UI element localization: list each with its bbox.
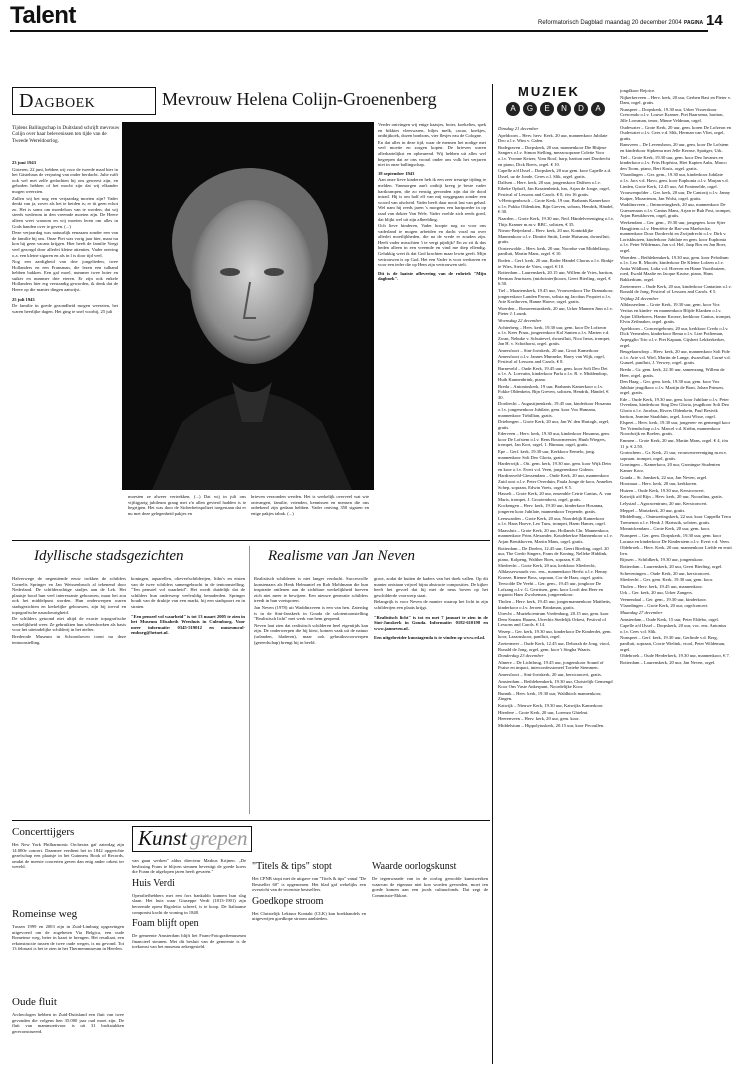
agenda-entry: Groningen – Kamerkoor, 20 uur, Groningse Studenten Kamer Koor. [620, 462, 720, 473]
agenda-entry: Heerenveen – Herv. kerk, 20 uur, gem. koor. [498, 716, 580, 722]
muziek-col1 [498, 88, 614, 1064]
dagboek-paragraph: Deze verjaardag was natuurlijk eenzaam zonder een van de familie bij ons. Onze Piet was vorig jaar hier, maar nu kon hij geen vacans krijgen. Hier heeft de familie Voegt veel gezorgd door allerlei kleine attenties. Vader ontving o.a. een kleine sigaren en als in l is door tijd veel. [12, 230, 118, 258]
kunstgrepen-title-a: Kunst [138, 826, 188, 850]
page-header [0, 0, 738, 44]
article-paragraph: Halverwege de negentiende eeuw trokken de schilders Cornelis Springer en Jan Weissenbruch al tekenend door Nederland. De schilderachtige stadjes aan de Lek. Het plaatsje bood hun veel interessante gebouwen, maar het zou ook het middelpunt worden. Hun onderwerpen waren stadsgezichten en kerkelijke gebouwen, zijn bij toeval en topografische nauwkeurigheid. [12, 576, 126, 615]
portrait-photo [122, 122, 374, 490]
dagboek-paragraph: moesten ze alweer vertrekken. (...) Dat wij in juli ons vijftigjarig jubileum graag met z'n allen gevierd hadden is te begrijpen. Het was door de Sicherheitspolizei toegestaan dat er nu met deze gelegenheid pakjes en [128, 494, 246, 516]
agenda-day: Vrijdag 24 december [620, 295, 659, 301]
agenda-entry: Middelburg – Ontmoetingskerk, 22 uur, koor Cappella Terra Tremenon o.l.v. Henk J. Hartsuik, soloten, gratis. [620, 514, 731, 525]
kunstgrepen-header [132, 824, 488, 854]
agenda-entry: Tholen – Herv. kerk, 19.45 uur, mannenkoor. [620, 583, 703, 589]
agenda-entry: Vlaardingen – Grote Kerk, 20 uur, orgelconcert. [620, 603, 709, 609]
agenda-entry: Vrouwenpolder – Ger. kerk, 20 uur, De Cantorij o.l.v. Janny Kuiper, Mozarteum, Jan Wolst, orgel. gratis. [620, 190, 731, 201]
kunst-col1 [132, 858, 246, 1063]
agenda-entry: Leeuwarden – Grote Kerk, 20 uur, Noordelijk Kamerkoor o.l.v. Hans Hoeve, Leo Tuns, trompet, Harm Hamer, orgel. [498, 515, 606, 527]
agenda-entry: Harderwijk – Ott. gem. kerk, 19.30 uur, gem. koor Wijk Dein en koor o.l.v. Evert v.d. Veen, jongerenkoor Gideon. [498, 461, 611, 472]
agenda-entry: Monnickendam – Grote Kerk, 20 uur, gem. koor. [620, 526, 711, 532]
agenda-entry: Rotterdam – Laurenskerk, 20 uur, Jan Neven, orgel. [620, 659, 716, 665]
agenda-day: Dinsdag 21 december [498, 126, 539, 131]
dagboek-paragraph: Aan onze lieve kinderen heb ik een zeer treurige tijding te melden. Vanmorgen aan't ontbijt kreeg je beste vader hartkrampen, die zo ernstig gevonden zijn dat de dood intrad. Hij is om half elf van mij weggegaan zonder een woord van afscheid. Vader heeft daar nooit last van gehad. Wel nam hij reeds jaren 's morgens een hartpoeder in op raad van dokter Van Welv. Vader voelde zich reeds goed, dat blijkt wel uit zijn afbeelding. [378, 177, 486, 222]
agenda-letter: A [506, 102, 520, 116]
paper-name: Reformatorisch Dagblad [538, 20, 603, 26]
dagboek-footnote: Dit is de laatste aflevering van de rubriek "Mijn dagboek". [378, 270, 486, 282]
article-paragraph: Archeologen hebben in Zuid-Duitsland een fluit van twee gevonden die volgens hen 35.000 jaar oud moet zijn. De fluit van mammoetivoor is uit 31 brokstukken gereconstrueerd. [12, 1012, 124, 1034]
kunst-subtitle: Foam blijft open [132, 918, 199, 930]
article-paragraph: De gemeente Amsterdam blijft het Foam-Fotografiemuseum financieel steunen. Met dit besluit van de gemeente is de toekomst van het museum zekergesteld. [132, 933, 246, 950]
agenda-entry: Emmen – Grote Kerk, 20 uur, Martin Mans, orgel. € 4, t/m 11 jr. € 2.50. [620, 438, 728, 449]
dagboek-heading: 25 juli 1943 [12, 296, 35, 302]
agenda-entry: Oldebroek – Oude Herderkerk, 19.30 uur, mannenkoor, € 7. [620, 653, 730, 659]
agenda-entry: Naarden – Grote Kerk, 19.30 uur, Ned. Händelvereniging o.l.v. Thijs Kramer m.m.v. BBC, solisten, € 35. [498, 215, 614, 227]
agenda-entry: Sliedrecht – Grote Kerk, 20 uur, kerkkoor Sliedrecht, Alblasserwaards voc. ens., mannenkoor Herfst o.l.v. Henny Kroeze, Rienne Boss, sopraan, Cor de Haas, orgel. gratis. [498, 563, 608, 580]
dagboek-paragraph: Och lieve kinderen, Vader hoopte nog zo voor ons vaderland te mogen arbeiden en dacht voral nu over allerlei moeilijkheden, die na de vrede er zouden zijn. Heelt vader misschien 't te vergt pijnlijk? En zo zit ik dus beden alleen in een vreemde en vind me diep ellendig. Gelukkig weet ik dat God krachten maar lewin geeft. Mijn vertrouwen is op God. Het een Vader is voor weduwen en voor een ieder die op Hem zijn vertrouwen stelt. [378, 223, 486, 268]
dagboek-paragraph: Verder ontvingen wij enige kaasjes, boter, koekeltes, spek en bikkies vleeswaren, biljes melk, cacao, koekjes, ontbijtkoek, dozen bonbons, vier flesjes eau de Cologne. [378, 122, 486, 139]
agenda-entry: 's-Hertogenbosch – Grote Kerk, 19 uur, Brabants Kamerkoor o.l.v. Pokko Oldenkien, Bijn Greven, sobran, Hendrik, Händel, € 30. [498, 198, 614, 215]
dagboek-intro [12, 125, 122, 144]
agenda-entry: Apeldoorn – Herv. herv. Kerk. 20 uur, mannenkoor Jubilate Deo o.l.v. Wim v. Galen. [498, 132, 608, 144]
agenda-entry: Waddinxveen – Ontmoetingkerk, 20 uur, mannenkoor De Guessenaars o.l.v. Cantus Mans, Arjan te Buh Post, trompet, Arjan Breukhoven, orgel, gratis. [620, 202, 731, 219]
article-paragraph: Het CPNB stopt met de uitgave van "Titels & tips" vanaf "De Bestseller 60" is opgenomen. Het blad gaf wekelijks een overzicht van de recentste bestsellers. [252, 876, 366, 893]
agenda-entry: Dalfsen – Herv. kerk, 20 uur, jongenskoor Dalfsen o.l.v. Eibeke Ophoff, Jan Kraaienbrink, bas, Arjan de Jonge, orgel, Festival of Lessons and Carols. € 8, t/m 16 gratis. [498, 180, 610, 197]
dagboek-heading: 23 juni 1943 [12, 160, 36, 165]
article-paragraph: Neven laat zien dat realistisch schilderen heel eigentijds kan zijn. De onderwerpen die hij kiest, komen vaak uit de natuur (urlanden, bladeren), maar ook gebruiksvoorwerpen (gereedschap) brengt hij in beeld. [254, 622, 368, 645]
agenda-entry: Oldebroek – Herv. Kerk, 20 uur, mannenkoor Liefde en eruit Irrn. [620, 545, 732, 556]
date: maandag 20 december 2004 [605, 20, 682, 26]
dagboek-label: Dagboek [19, 90, 96, 112]
agenda-entry: Amersfoort – Sint-Joriskerk, 20 uur, kerstconcert, gratis. [498, 672, 602, 678]
divider [12, 820, 490, 821]
agenda-entry: Woerden – Bonaventurakerk, 20 uur, Urker Mannen Jinn o.l.v. Pieter J. Lounk. [498, 305, 613, 317]
article-paragraph: Brederode Museum in Schoonhoven toont nu deze tentoonstelling. [12, 633, 126, 645]
idyllische-col1 [12, 576, 126, 816]
dagboek-col5 [378, 122, 486, 536]
agenda-entry: Gorinchem – Gr. Kerk, 21 uur, vrouwenvereniging m.m.v. sopraan, trompet, orgel, gratis. [620, 450, 728, 461]
agenda-entry: Maassluis – Grote Kerk, 20 uur, Hollands Chr. Mannenkoor, mannenkoor Prins Alexander, Koudekerkse Mannenkoor o.l.v. Arjan Breukhoven, Martin Mans, orgel. gratis. [498, 527, 613, 544]
agenda-entry: Rijssen – Schildkerk, 19.30 uur, jongenskoor. [620, 557, 704, 563]
agenda-entry: Woerden – Bethlehemkerk, 19.30 uur, gem. koor Pelodium o.l.v. Leo R. Mooiër, kinderkoor De Kleine Lofzen o.l.v. Anita Wildboer, Lidia v.d. Hoeven en Hiane Voorthuizen, roed, Ewald Maalie en Jacque Kruise, piano, Hans Bakkerkum, orgel. [620, 254, 729, 282]
agenda-entry: Tiel – Maartenskerk, 19.45 uur, Vrouwenkoor The Dramakoor, jongereskoor Landen Pavon, solista ng Jacobus Propriet o.l.v. Arie Korthoven, Hanne Haove, orgel. gratis. [498, 288, 614, 305]
dagboek-paragraph: En dat alles in deze tijd, waar de mensen het nodige met veel moeite en zorgen kopen. De brieven waren allerhartelijkst en opbeurend. Wij hebben uit alles wel begrepen dat ze ons vooral onder ons volk het verjaren niet in onze ballingschap. [378, 139, 486, 168]
agenda-entry: Achterberg – Herv. kerk, 19.30 uur, gem. koor De Lofzeon o.l.v. Kees Praas, jongerenkoor Kol Santen o.l.v. Marten v.d. Zwan, Nebuke v. Schuttevel, dwarsfluit, Nico Irnus, trompet, Jan H. v. Schothorst, orgel. gratis. [498, 324, 611, 347]
agenda-entry: Breda – Antoniuskerk, 19 uur, Brabants Kamerkoor o.l.v. Fokke Oldenkein, Bijn Greven, solisten, Hendrik, Händel, € 30. [498, 383, 609, 400]
realisme-title: Realisme van Jan Neven [268, 548, 416, 564]
agenda-entry: Apeldoorn – Concertgebouw, 20 uur, kerkkoor Credo o.l.v. Dick Verneulen, kinderkoor Rema o.l.v. Lize Potlieman, Arpegglio Trio o.l.v. Piet Kapaan, Gijsbert Lekkerkerker, orgel. [620, 325, 729, 348]
agenda-entry: Capelle a/d IJssel – Dorpskerk, 20 uur, voc. ens. Antonius o.l.v. Cees v.d. Slik. [620, 623, 727, 634]
kunstgrepen-title-b: grepen [190, 826, 248, 850]
agenda-entry: Epe – Gerf. kerk, 19.30 uur, Kerkkoor Eemelo, jong. mannenkoor Soli Deo Gloria, gratis. [498, 449, 596, 460]
article-info: "Realistisch licht" is tot en met 7 januari te zien in de Sint-Janskerk in Gouda. Informatie: 0182-610198 en www.janneven.nl. [374, 614, 488, 631]
agenda-entry: Veenendaal – Ger. gem., 19.30 uur, kinderkoor. [620, 596, 707, 602]
concerttijgers-text [12, 842, 124, 902]
kunst-subtitle: Goedkope stroom [252, 895, 324, 907]
dagboek-intro-text: Tijdens Ballingschap in Duitsland schrijft mevrouw Colijn over haar belevenissen ten tijde van de Tweede Wereldoorlog. [12, 125, 120, 144]
header-rule [10, 30, 708, 32]
muziek-col2 [620, 88, 732, 1064]
agenda-entry: Tholen – Herv. kerk, 19.45 uur, jongermannenkoor Mattheüs, kinderkoor o.l.v. Jeroen Brinkman, gratis. [498, 598, 612, 610]
agenda-entry: Werkendam – Ger. gem., 19.30 uur, jongegem. koor Sjier Hangjiiem o.l.v. Henriëtte de Bat-van Maelsecke, mannenkoor Door Dordrecht en Zwijndrecht o.l.v. Dirk v. Loriskhuizen, kinderkoor Jubilate en gem. koor Euphonia o.l.v. Peter Wildeman, Jan v.d. Hel, Jaap Bos en Jan Boer, orgel. [620, 220, 727, 254]
agenda-entry: Huizen – Oude Kerk, 19.30 uur, Kerstconcert. [620, 487, 705, 493]
agenda-entry: Alblasserdam – Grote Kerk, 19.30 uur, gem. koor Vox Veritas en kinder- en mannenkoor Blijde Klanken o.l.v. Arjan Uilkeboers, Hanno Kroeze, kerkkoor Cantus, trompet, Elvin Zeilmaker, orgel. gratis. [620, 302, 732, 325]
dagboek-label-box [12, 87, 156, 115]
agenda-entry: Zoetermeer – Oude Kerk, 20 uur, kinderkoor Cantation o.l.v. Ronald de Jong, Festival of Lessons and Carols. € 5. [620, 283, 732, 295]
agenda-entry: Gouda – St. Janskerk, 22 uur, Jan Neven, orgel. [620, 474, 708, 480]
agenda-entry: Tiel – Grote Kerk, 19.30 uur, gem. koor Deo Iuvanes en kinderkoor o.l.v. Frits Hopfstra, Hiet Kapten Aubs, Marco den Toom, piano, Bert Kruis, orgel. gratis. [620, 154, 727, 171]
agenda-entry: Ede – Oude Kerk, 19.30 uur, gem. koor Jubilate o.l.v. Peter Overdam, kinderkoor Sing Deo Gloria, jeugdkoor Solt Deo Gloria o.l.v. Jacobus, Rivers Oldenkein, Paul Bestvik bariton, Jeanine Staalduin, orgel, Joost Wisse, orgel. [620, 396, 730, 419]
agenda-entry: Almere – De Lichtbrug, 19.45 uur, jongenskoor Sound of Praise en impact, interconfessioneel Tortehe Stemmen. [498, 659, 604, 671]
agenda-entry: Nunspeet – Dorpskerk, 19.30 uur, Urker Visserskoor Crescendo o.l.v. Louwe Kramer, Piet Baarsema, bariton, Jille Loosman, tenor, Minne Veldman, orgel. [620, 106, 724, 123]
agenda-entry: Barneveld – Oude Kerk, 19.45 uur, gem. koor Soli Deo Dei o.l.v. A. Loevatin, kinderkoor Parla o.l.v. R. v. Middendorp, Huib Kunnenbrink, piano. [498, 365, 608, 382]
agenda-entry: Rotterdam – Laurenskerk, 20 uur, Geert Bierling, orgel. [620, 563, 723, 569]
oude-fluit-text [12, 1012, 124, 1062]
agenda-entry: Scheveningen – Oude Kerk, 20 uur, kerstconcert. [620, 570, 711, 576]
divider [249, 546, 250, 814]
agenda-entry: Amsterdam – Oude Kerk, 15 uur, Peter Eldebo, orgel. [620, 616, 719, 622]
kunst-subtitle: Huis Verdi [132, 877, 175, 889]
concerttijgers-title: Concerttijgers [12, 826, 75, 838]
agenda-entry: Bunnik – Herv. kerk, 19.30 uur, Waldkirch mannenkoor, Zingen. [498, 690, 602, 702]
agenda-letter: N [557, 102, 571, 116]
agenda-entry: Capelle a/d IJssel – Dorpskerk, 20 uur gem. koor Capelle a.d. IJssel, uz de Jonde, Ceres o.l. Slik, orgel. gratis. [498, 168, 612, 179]
divider [492, 84, 493, 1064]
agenda-day: Woensdag 22 december [498, 318, 542, 323]
agenda-entry: Ransveen – De Levensbron, 20 uur, gem. koor De Lofstem en kinderkoor Sipkema met Jelle Kernse, Spatiger, Urk. [620, 142, 729, 153]
article-paragraph: van gaan werken" aldus directeur Markus Krijnen. „De beslissing Frans te blijven steunen bevestigt de goede koers die Foam de afgelopen jaren heeft gevaren." [132, 858, 246, 875]
agenda-entry: Hasselt – Grote Kerk, 20 uur, ensemble Cetrie Cantus, A. van Maris, trompet, J. Grootendorst, orgel, gratis. [498, 491, 612, 502]
agenda-entry: jongdkoor Rejoice. [620, 88, 656, 93]
romeinse-title: Romeinse weg [12, 908, 78, 920]
agenda-entry: Hierdere – Grote Kerk, 20 uur, Lorenzo Ghielmi. [498, 709, 589, 715]
article-paragraph: Het Christelijk Lektuur Kontakt (CLK) kan boekhandels en uitgeverijen goedkope stroom aanbieden. [252, 910, 366, 922]
article-paragraph: Realistisch schilderen is niet langer verdacht. Succesvolle kunstenaars als Henk Helmantel en Rob Mohlmann die hun inspiratie ontlenen aan de zichtbare werkelijkheid hoeven zich niet meer te bewijzen. Een nieuwe generatie schilders treedt in hun voetsporen. [254, 576, 368, 604]
dagboek-paragraph: brieven verzonden werden. Het is werkelijk overveel wat wie ontvangen, familie, vrienden, kennissen en mensen die ons onbekend zijn gedaan hebben. Vader ontving 350 sigaren en enige pakjes tabak. (...) [251, 494, 369, 516]
agenda-entry: Breda – Gr. gem. kerk, 22.30 uur, samenzang, Willem de Heer, orgel. gratis. [620, 366, 725, 378]
article-paragraph: De schilders getoond niet altijd de exacte topografische werkelijkheid weer. Ze gebruikten hun schetsboeken als basis voor het uiteindelijke schilderij in het atelier. [12, 616, 126, 633]
dagboek-title-bar [12, 85, 532, 115]
agenda-entry: Terwolde De Veeht – Ger. gem., 19.45 uur, jongkoor De Lofzang o.l.v. G. Gerritsen, gem. koor Looft den Heer en organist Hans Zwolseman, jongerenkoor. [498, 581, 603, 598]
agenda-entry: Amsterdam – Bethlehemkerk, 19.30 uur, Christelijk Gemengd Koor Ons Vaste Ankerpunt, Noordelijke Koor. [498, 678, 613, 690]
agenda-entry: Oosterwolde – Herv. kerk, 20 uur, Noordse van Middelkoop, panfluit, Martin Mans, orgel. € 10. [498, 245, 610, 257]
dagboek-col3 [128, 494, 246, 536]
kunst-subtitle: "Titels & tips" stopt [252, 861, 332, 872]
page-number: 14 [706, 12, 723, 29]
dagboek-heading: 18 september 1943 [378, 170, 415, 176]
agenda-letter: D [574, 102, 588, 116]
oude-fluit-title: Oude fluit [12, 996, 57, 1008]
realisme-col1 [254, 576, 368, 816]
agenda-entry: Utrecht – Muziekcentrum Vredenburg, 20.15 uur, gem. koor Dem Sonans Haarns, Utrechts Stedelijk Orkest, Festival of Lessons and Carols. € 14. [498, 611, 609, 628]
muziek-label: MUZIEK [518, 84, 580, 99]
agenda-letter: E [540, 102, 554, 116]
agenda-day: Maandag 27 december [620, 610, 663, 616]
agenda-entry: Wezep – Ger. kerk, 19.30 uur, kinderkoor De Kinderdet, gem. koor, Lazaruskoor, panfluit, orgel. [498, 628, 612, 640]
realisme-col2 [374, 576, 488, 816]
dagboek-paragraph: De familie in goede gezondheid mogen weerzien, het waren heerlijke dagen. Het ging te snel voorbij, 25 juli [12, 303, 118, 314]
kunst-col2 [252, 858, 366, 1063]
portrait-illustration [122, 122, 374, 490]
agenda-day: Donderdag 23 december [498, 653, 544, 659]
dagboek-paragraph: Gisteren, 22 juni, hebben wij voor de tweede maal hier in het Gästehaus de verjaring van onder herdacht. Julie rufft ook wel met zelfe gedachten bij ons geweest zijn, en geboden hebben of het mocht zijn dat wij elkander mogen weerzien. [12, 166, 118, 194]
article-paragraph: Belangrijk is voor Neven de manier waarop het licht in zijn schilderijen een plaats krijgt. [374, 599, 488, 610]
dagboek-col4 [251, 494, 369, 536]
section-title: Talent [10, 2, 76, 29]
agenda-entry: Sliedrecht – Ger. gem. Kerk, 19.30 uur, gem. koor. [620, 577, 714, 583]
agenda-entry: Ederveen – Herv. kerk, 19.30 uur, kinderkoor Hosanna, gem. koor De Lofstem o.l.v. Rens Bouwmeester, Huub Wiegers, trompet, Jan Kort, orgel, 1. Binnaar, orgel, gratis. [498, 431, 611, 448]
agenda-entry: Amersfoort – Sint-Joriskerk, 20 uur, Groot Kamerkoor Amersfoort o.l.v. Jannes Munneke, Harry van Wijk, orgel, Festival of Lessons and Carols. € 8. [498, 347, 605, 365]
agenda-entry: Oudewater – Grote Kerk, 20 uur, gem. koren De Lofzeon en Oudewater o.l.v. Cees v.d. Slik, Herman van Vliet, orgel, gratis. [620, 124, 731, 141]
agenda-entry: Nieuw-Beijerland – Herv. kerk, 20 uur, Koninklijke Mannenkoor o.l.v. Dimitri Smitt, Lenie Huisman, dwarsfluit, gratis. [498, 228, 610, 245]
dagboek-paragraph: Zullen wij het nog een verjaardag moeten zijn? Vader denkt van ja, zover als het te beiden is; er tit geen echot zo. Het is soms om moedeloos van te worden, dat wij steeds wederom in den vreemde moeten zijn. De Heere alleen weet waarom en wij moeten leren om alles in Gods handen over te geven. (...) [12, 195, 118, 229]
article-paragraph: koningen, aquarellen, olieverfschilderijen, litho's en etsten van de twee schilders samengebracht in de tentoonstelling. "Ten pensoel vol waarheid". Het wordt duidelijk dat de schilders hun onderwerp veelvuldig benaderden. Springer houdt van de druktje van een markt, hij een stadspoort en in straten. [131, 576, 245, 609]
agenda-entry: Lelystad – Agoracentrum, 20 uur, Kerstconcert. [620, 500, 708, 506]
agenda-entry: Elspeet – Herv. kerk, 19.30 uur, jongeren- en gemengd koor Ter Vriendschap o.l.v. Marcel v.d. Kröhn, mannenkoor Noordwijk en Boelen, gratis. [620, 420, 731, 437]
agenda-entry: Zoetermeer – Oude Kerk, 12.45 uur, Deborah de Jong, viool, Ronald de Jong, orgel, gem. koor 't Singha Waarts. [498, 641, 611, 652]
page-label: PAGINA [684, 20, 704, 26]
idyllische-col2 [131, 576, 245, 816]
article-paragraph: Operaliefhebbers met een fors bankaldo kunnen hun slag slaan. Het huis waar Giuseppe Verdi (1813-1901) zijn beroemde opera Rigoletto schreef, is te koop. De Italiaanse componist kocht de woning in 1848. [132, 892, 246, 915]
article-paragraph: Het New York Philharmonic Orchestra gaf zaterdag zijn 14.000e concert. Daarmee verdient het in 1842 opgerichte gezelschap een plaatsje in het Guinness Book of Records, omdat de meeste concerten geven dan enig ander orkest ter wereld. [12, 842, 124, 870]
agenda-entry: Nunspeet – Gerf. kerk, 19.30 uur, Gerlinde v.d. Berg, panfluit, sopraan, Corrie Wielink, viool, Peter Wildeman, orgel. [620, 635, 726, 652]
agenda-entry: Kockengen – Herv. kerk, 19.30 uur, kinderkoor Hosanna, jongeren koor Jubilate, mannenkoor Terpende, gratis. [498, 503, 604, 514]
dagboek-headline: Mevrouw Helena Colijn-Groenenberg [162, 89, 437, 109]
dagboek-paragraph: Nog een aardigheid van drie jongelieden, twee Hollanders en een Fransman, die lezen een tulband hebben bakken. Een gaf moel, nummer twee boter en suiker en nummer drie eieren. Er zijn ook enkele Hollanders hier erg verstandig geworden, ik denk dat de Heere op die manier dingen aanwijst. [12, 259, 118, 293]
agenda-entry: Vlaardingen – Ger. gem., 19.30 uur, kinderkoor Jubilate o.l.v. Jacs v.d. Havo, gem. koor Euphonia o.l.v. Marjan v.d. Linden, Grote Kerk, 12.45 uur, Ad Fontenelde, orgel. [620, 172, 729, 189]
article-info: Een uitgebreider kunstagenda is te vinden op www.rd.nl. [374, 635, 486, 641]
kunst-subtitle: Waarde oorlogskunst [372, 861, 457, 872]
dagboek-col1 [12, 160, 118, 535]
agenda-entry: Urk – Ger. kerk, 20 uur, Urker Zangers. [620, 590, 693, 596]
agenda-entry: Beugelaarsdorp – Herv. kerk, 20 uur, mannenkoor Soli Fide o.l.v. Arie v.d. Wiel, Martin de Lange, dwarsfluit, Corné v.d. Gunzel, panfluit, J. Verwey, orgel. gratis. [620, 349, 731, 366]
agenda-entry: Driebergen – Grote Kerk, 20 uur, Jan W. den Hartogh, orgel, gratis. [498, 419, 610, 430]
agenda-entry: Rotterdam – De Doelen, 12.45 uur, Geert Bierling, orgel. 20 uur, The Credo Singers, Frans de Koning, Nelleke Hiddink, piano, Kolpeng, Walther Boes, sopraan, € 20. [498, 545, 609, 562]
agenda-letter: A [591, 102, 605, 116]
romeinse-text [12, 924, 124, 992]
agenda-entry: Meppel – Mariakerk, 20 uur, gratis. [620, 507, 686, 513]
kunst-col3 [372, 858, 488, 1063]
agenda-entry: Dordrecht – Augustijnenkerk, 19.45 uur, kinderkoor Hosanna o.l.v. jongenenkoor Jubilate, gem. koor Vox Humana, mannenkoor Tirbillian, gratis. [498, 401, 611, 418]
idyllische-title: Idyllische stadsgezichten [34, 548, 184, 564]
agenda-entry: Nunspeet – Ger. gem. Dorpskerk, 19.30 uur, gem. koor Lacuna en kinderkoor De Kinderstem o.l.v. Evert v.d. Veen. [620, 532, 730, 544]
agenda-entry: Rotterdam – Laurenskerk, 20.15 uur, Willem de Vries, bariton, Herman Jeurissen, (midwinter)hoorn, Geert Bierling, orgel, € 6.50. [498, 270, 614, 287]
divider [12, 540, 490, 541]
agenda-entry: Middelstum – Hippolytuskerk, 20.15 uur, koor Pecoullen. [498, 722, 605, 728]
agenda-entry: Bodegraven – Dorpskerk, 20 uur, mannenkoor Die Rhijnse Sangers o.l.v. Simon Stelling, mezzosoprane Colette Voor o.l.v. Yvonne Keizer, Vom Roof, harp, bariton met Dordrecht en piano, Dick Boers, orgel. € 10. [498, 144, 611, 167]
agenda-entry: Hoornaar – Herv. kerk, 20 uur, kerkkoren. [620, 481, 698, 487]
article-paragraph: Jan Neven (1978) uit Waddinxveen is een van hen. Zaterdag is in de Sint-Janskerk in Gouda de solotentoonstelling "Realistisch licht" met werk van hem geopend. [254, 604, 368, 622]
article-paragraph: De tegenwaarde van in de oorlog geroofde kunstwerken waarvan de eigenaar niet kon worden gevonden, moet ten goede komen aan een joods cultuurfonds. Dat zegt de Commissie-Ekkart. [372, 876, 488, 898]
article-info: "Een penseel vol waarheid" is tot 13 maart 2005 te zien in het Museum Elisabeth Weeshuis in Culemborg. Voor meer informatie: 0345-519012 en museumcul-emborg@hetnet.nl. [131, 613, 245, 636]
article-paragraph: groot, zodat de buiten de kaders van het doek vallen. Op dit manier ontstaan vrijwel bijna abstracte composities. De kijker heeft het gevoel dat hij met de neus boven op het geschilderde voorwerp staat. [374, 576, 488, 598]
agenda-entry: Nijkerkerveen – Herv. kerk, 20 uur, Gerben Bast en Pieter v. Dam, orgel. gratis. [620, 94, 731, 106]
agenda-entry: Den Haag – Ger. gem. kerk, 19.30 uur, gem. koor Vox Jubilate jeugdkoor o.l.v. Martijn de Bont, Johan Prinsen, orgel. gratis. [620, 379, 724, 396]
article-paragraph: Tussen 1999 en 2003 zijn in Zuid-Limburg opgravingen uitgevoerd om de zogeheten Via Belgica, een oude Romeinse weg, beter in kaart te brengen. Het resultaat, een rekonstructie tussen de twee oude wegen, is nu gevond. Tot 13 februari is het te zien in het Thermenmuseum in Heerlen. [12, 924, 124, 952]
agenda-entry: Roden – Gerf. kerk, 20 uur, Roder Händel Chorus o.l.v. Rinkje te Wies, Sietse de Vries, orgel. € 10. [498, 258, 614, 269]
agenda-entry: Hardinxveld-Giessendam – Oude Kerk, 20 uur, mannenkoor Zuid oost o.l.v. Peter Overduin, Paula Jonge de koor, Annelies Schep, sopraan, Edwin Voets, orgel. € 5. [498, 473, 613, 490]
agenda-entry: Katwijk a/d Rijn – Herv. kerk, 20 uur, Nooralina, gratis. [620, 494, 723, 500]
agenda-letter: G [523, 102, 537, 116]
agenda-entry: Katwijk – Nieuwe Kerk, 19.30 uur, Katwijks Kamerkoor. [498, 703, 604, 708]
